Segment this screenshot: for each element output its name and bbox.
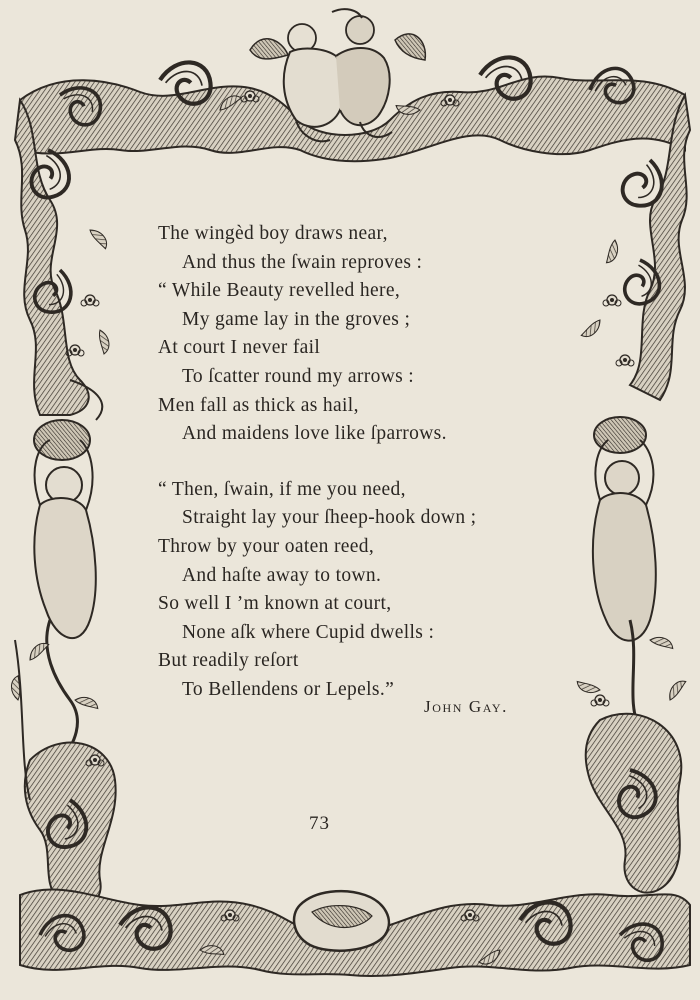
right-lower-ornament-icon bbox=[586, 678, 689, 893]
poem-line: So well I ’m known at court, bbox=[158, 593, 392, 615]
poem-line: My game lay in the groves ; bbox=[182, 308, 411, 330]
poem-line: At court I never fail bbox=[158, 337, 321, 359]
left-figure-icon bbox=[26, 420, 101, 760]
poem-line: The wingèd boy draws near, bbox=[158, 223, 388, 244]
poem-line: “ While Beauty revelled here, bbox=[158, 280, 401, 302]
poem-line: None aſk where Cupid dwells : bbox=[182, 621, 435, 643]
stanza-divider bbox=[158, 449, 538, 476]
left-lower-ornament-icon bbox=[9, 640, 115, 907]
poem-line: To ſcatter round my arrows : bbox=[182, 365, 415, 387]
poem-line: Throw by your oaten reed, bbox=[158, 535, 375, 557]
stanza-2 bbox=[158, 476, 538, 705]
poem-line: But readily reſort bbox=[158, 650, 299, 672]
bottom-cartouche-icon bbox=[294, 891, 389, 951]
poem-line: Men fall as thick as hail, bbox=[158, 394, 359, 416]
poem-line: Straight lay your ſheep-hook down ; bbox=[182, 507, 477, 529]
poem-attribution: John Gay. bbox=[424, 697, 509, 716]
stanza-1 bbox=[158, 220, 538, 449]
poem-line: “ Then, ſwain, if me you need, bbox=[158, 478, 406, 500]
poem-line: To Bellendens or Lepels.” bbox=[182, 678, 395, 700]
poem bbox=[158, 220, 538, 705]
right-figure-icon bbox=[575, 417, 676, 730]
page-number: 73 bbox=[309, 813, 330, 834]
poem-line: And maidens love like ſparrows. bbox=[182, 423, 447, 445]
poem-line: And thus the ſwain reproves : bbox=[182, 251, 423, 273]
poem-line: And haſte away to town. bbox=[182, 564, 382, 586]
